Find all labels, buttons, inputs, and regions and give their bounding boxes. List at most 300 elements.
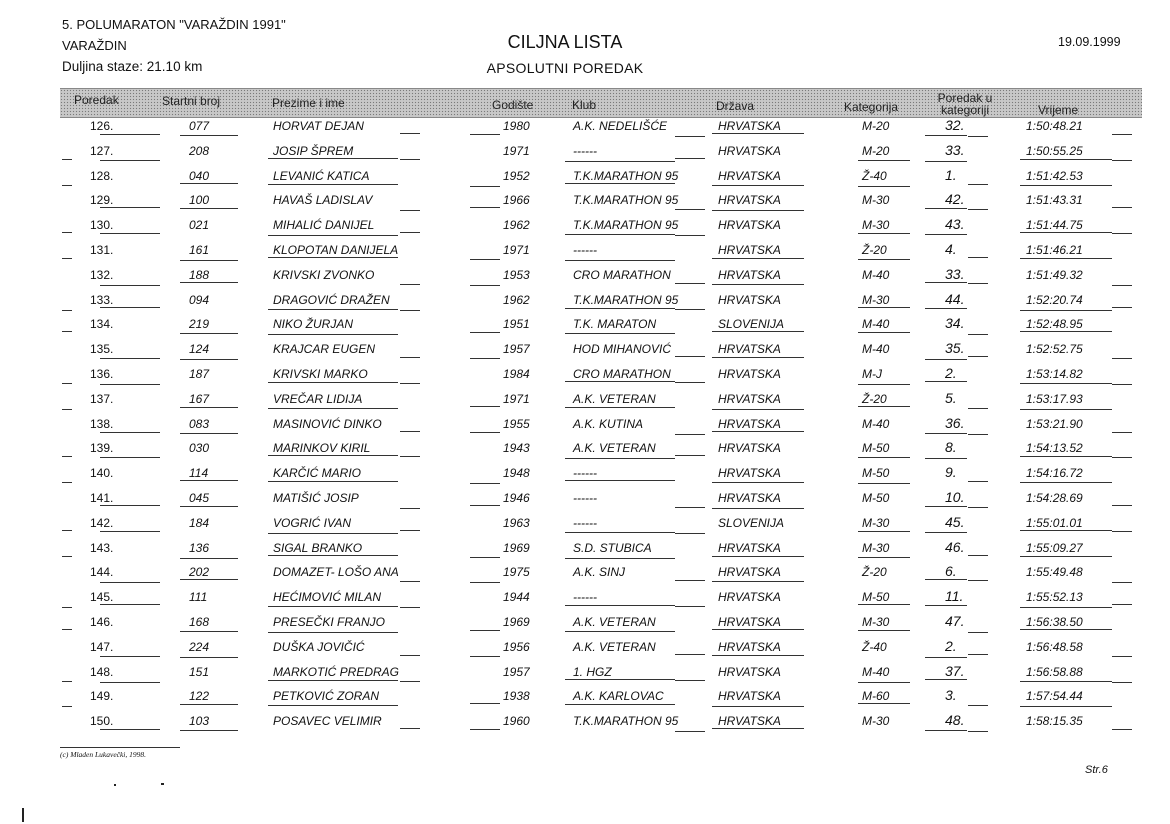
row-rule <box>400 357 420 358</box>
column-header-category-position-line-1: Poredak u <box>937 91 993 105</box>
row-rule <box>268 257 398 258</box>
country-cell: HRVATSKA <box>718 540 781 555</box>
row-rule <box>968 654 988 655</box>
name-cell: KARČIĆ MARIO <box>273 466 362 481</box>
row-rule <box>968 209 988 210</box>
name-cell: PRESEČKI FRANJO <box>273 615 386 629</box>
bib-cell: 094 <box>189 292 210 307</box>
category-cell: M-40 <box>862 416 890 431</box>
row-rule <box>675 235 705 236</box>
category-cell: Ž-20 <box>862 391 887 406</box>
club-cell: A.K. KUTINA <box>573 416 644 431</box>
position-cell: 144. <box>90 565 114 580</box>
name-cell: DRAGOVIĆ DRAŽEN <box>273 292 390 307</box>
column-header-category-position-line-2: kategoriji <box>940 103 990 117</box>
country-cell: HRVATSKA <box>718 714 781 729</box>
row-rule <box>100 207 160 208</box>
row-rule <box>268 184 398 185</box>
category-position-cell: 47. <box>945 613 965 629</box>
row-rule <box>1112 160 1132 161</box>
year-cell: 1966 <box>503 193 530 208</box>
bib-cell: 124 <box>189 342 210 357</box>
position-cell: 143. <box>90 540 114 555</box>
name-cell: NIKO ŽURJAN <box>273 317 354 332</box>
row-rule <box>712 258 804 259</box>
country-cell: HRVATSKA <box>718 466 781 481</box>
table-row <box>0 213 1170 237</box>
row-rule <box>565 234 675 235</box>
row-rule <box>400 655 420 656</box>
time-cell: 1:54:28.69 <box>1026 491 1083 505</box>
column-header-position: Poredak <box>74 93 119 107</box>
bib-cell: 167 <box>189 391 210 406</box>
bib-cell: 077 <box>189 119 210 133</box>
table-row <box>0 709 1170 733</box>
document-date: 19.09.1999 <box>1058 35 1121 49</box>
row-rule <box>180 657 238 658</box>
name-cell: HAVAŠ LADISLAV <box>273 193 373 208</box>
table-row <box>0 362 1170 386</box>
category-position-cell: 3. <box>945 687 957 704</box>
row-rule <box>712 482 804 483</box>
row-rule <box>925 381 967 382</box>
position-cell: 150. <box>90 714 114 729</box>
row-rule <box>1020 159 1112 160</box>
time-cell: 1:57:54.44 <box>1026 689 1083 704</box>
country-cell: HRVATSKA <box>718 193 781 208</box>
row-rule <box>675 434 705 435</box>
row-rule <box>968 632 988 633</box>
time-cell: 1:52:52.75 <box>1026 342 1083 357</box>
row-rule <box>968 705 988 706</box>
name-cell: HORVAT DEJAN <box>273 119 364 133</box>
bib-cell: 021 <box>189 218 210 233</box>
row-rule <box>470 483 500 484</box>
club-cell: A.K. KARLOVAC <box>573 689 664 704</box>
category-cell: M-40 <box>862 317 890 332</box>
row-rule <box>268 680 398 681</box>
row-rule <box>1020 185 1112 186</box>
row-rule <box>968 434 988 435</box>
row-rule <box>1020 681 1112 682</box>
row-rule <box>925 308 967 309</box>
row-rule <box>712 210 804 211</box>
time-cell: 1:53:21.90 <box>1026 416 1083 431</box>
row-rule <box>675 507 705 508</box>
row-rule <box>565 333 675 334</box>
row-rule <box>100 384 160 385</box>
row-rule <box>180 704 238 705</box>
time-cell: 1:51:43.31 <box>1026 193 1083 208</box>
position-cell: 138. <box>90 416 114 431</box>
row-rule <box>62 706 72 707</box>
name-cell: KRAJCAR EUGEN <box>273 342 376 357</box>
row-rule <box>100 457 160 458</box>
category-cell: M-30 <box>862 714 890 729</box>
row-rule <box>100 682 160 683</box>
column-header-time: Vrijeme <box>1038 103 1079 117</box>
year-cell: 1975 <box>503 565 530 580</box>
row-rule <box>968 283 988 284</box>
row-rule <box>925 605 967 606</box>
row-rule <box>470 186 500 187</box>
category-cell: Ž-20 <box>862 243 887 257</box>
row-rule <box>675 136 705 137</box>
row-rule <box>470 285 500 286</box>
row-rule <box>470 703 500 704</box>
club-cell: T.K.MARATHON 95 <box>573 218 679 233</box>
row-rule <box>180 359 238 360</box>
bib-cell: 219 <box>189 317 210 332</box>
category-cell: Ž-20 <box>862 565 887 580</box>
row-rule <box>100 285 160 286</box>
table-row <box>0 536 1170 560</box>
event-name: 5. POLUMARATON "VARAŽDIN 1991" <box>62 17 286 32</box>
row-rule <box>712 556 804 557</box>
bib-cell: 114 <box>189 466 209 481</box>
row-rule <box>565 308 675 309</box>
position-cell: 128. <box>90 168 114 183</box>
category-cell: M-20 <box>862 119 890 133</box>
column-header-country: Država <box>716 99 755 113</box>
bib-cell: 136 <box>189 540 210 555</box>
position-cell: 131. <box>90 243 114 257</box>
row-rule <box>100 531 160 532</box>
category-position-cell: 43. <box>945 216 965 233</box>
event-city: VARAŽDIN <box>62 38 127 53</box>
bib-cell: 122 <box>189 689 210 704</box>
table-row <box>0 164 1170 188</box>
row-rule <box>1112 134 1132 135</box>
row-rule <box>1112 285 1132 286</box>
row-rule <box>925 458 967 459</box>
bib-cell: 040 <box>189 168 210 183</box>
row-rule <box>925 679 967 680</box>
name-cell: MIHALIĆ DANIJEL <box>273 218 375 233</box>
row-rule <box>1112 432 1132 433</box>
row-rule <box>400 508 420 509</box>
row-rule <box>858 630 910 631</box>
name-cell: SIGAL BRANKO <box>273 540 363 555</box>
row-rule <box>565 480 675 481</box>
row-rule <box>400 383 420 384</box>
position-cell: 148. <box>90 664 114 679</box>
row-rule <box>565 605 675 606</box>
table-row <box>0 486 1170 510</box>
position-cell: 133. <box>90 292 114 307</box>
time-cell: 1:53:17.93 <box>1026 391 1083 406</box>
row-rule <box>62 530 72 531</box>
row-rule <box>470 406 500 407</box>
category-position-cell: 11. <box>945 588 964 605</box>
position-cell: 146. <box>90 615 114 629</box>
row-rule <box>858 307 910 308</box>
row-rule <box>400 581 420 582</box>
row-rule <box>400 310 420 311</box>
category-position-cell: 6. <box>945 563 957 580</box>
row-rule <box>925 657 967 658</box>
row-rule <box>712 357 804 358</box>
club-cell: A.K. VETERAN <box>573 639 656 654</box>
country-cell: HRVATSKA <box>718 491 781 505</box>
column-header-bib: Startni broj <box>162 94 221 108</box>
category-position-cell: 37. <box>945 662 965 679</box>
row-rule <box>858 233 910 234</box>
club-cell: A.K. VETERAN <box>573 441 656 456</box>
row-rule <box>180 730 238 731</box>
table-row <box>0 238 1170 262</box>
time-cell: 1:55:09.27 <box>1026 540 1083 555</box>
row-rule <box>925 234 967 235</box>
row-rule <box>62 310 72 311</box>
category-position-cell: 5. <box>945 389 957 406</box>
table-row <box>0 412 1170 436</box>
row-rule <box>180 558 238 559</box>
country-cell: SLOVENIJA <box>718 317 785 332</box>
category-position-cell: 44. <box>945 290 965 307</box>
time-cell: 1:51:46.21 <box>1026 243 1083 257</box>
country-cell: HRVATSKA <box>718 615 781 629</box>
bib-cell: 187 <box>189 367 210 381</box>
row-rule <box>268 606 398 607</box>
row-rule <box>968 731 988 732</box>
bib-cell: 030 <box>189 441 210 456</box>
category-position-cell: 2. <box>945 365 957 381</box>
row-rule <box>100 432 160 433</box>
scan-speck <box>161 783 164 785</box>
row-rule <box>925 433 967 434</box>
category-cell: M-30 <box>862 615 890 629</box>
row-rule <box>675 209 705 210</box>
category-cell: M-50 <box>862 466 890 481</box>
row-rule <box>180 260 238 261</box>
row-rule <box>180 631 238 632</box>
row-rule <box>675 158 705 159</box>
year-cell: 1946 <box>503 491 530 505</box>
country-cell: HRVATSKA <box>718 342 781 357</box>
row-rule <box>712 185 804 186</box>
row-rule <box>565 679 675 680</box>
time-cell: 1:56:58.88 <box>1026 664 1083 679</box>
table-row <box>0 511 1170 535</box>
bib-cell: 100 <box>189 193 210 208</box>
row-rule <box>62 185 72 186</box>
name-cell: JOSIP ŠPREM <box>273 143 354 158</box>
time-cell: 1:56:48.58 <box>1026 639 1083 654</box>
year-cell: 1971 <box>503 243 530 257</box>
country-cell: HRVATSKA <box>718 243 781 257</box>
category-cell: M-30 <box>862 193 890 208</box>
row-rule <box>268 334 398 335</box>
row-rule <box>1112 729 1132 730</box>
year-cell: 1963 <box>503 515 530 530</box>
row-rule <box>968 555 988 556</box>
row-rule <box>565 183 675 184</box>
row-rule <box>1020 706 1112 707</box>
row-rule <box>565 161 675 162</box>
year-cell: 1984 <box>503 367 530 381</box>
row-rule <box>1112 682 1132 683</box>
row-rule <box>565 381 675 382</box>
row-rule <box>62 456 72 457</box>
row-rule <box>712 409 804 410</box>
position-cell: 127. <box>90 143 114 158</box>
row-rule <box>470 582 500 583</box>
year-cell: 1960 <box>503 714 530 729</box>
row-rule <box>62 482 72 483</box>
club-cell: A.K. VETERAN <box>573 615 656 629</box>
category-cell: M-40 <box>862 267 890 282</box>
row-rule <box>675 606 705 607</box>
position-cell: 132. <box>90 267 114 282</box>
category-cell: M-30 <box>862 540 890 555</box>
table-row <box>0 288 1170 312</box>
position-cell: 134. <box>90 317 114 332</box>
year-cell: 1943 <box>503 441 530 456</box>
row-rule <box>565 407 675 408</box>
table-row <box>0 436 1170 460</box>
category-cell: M-50 <box>862 441 890 456</box>
row-rule <box>100 729 160 730</box>
row-rule <box>1020 629 1112 630</box>
table-row <box>0 560 1170 584</box>
row-rule <box>1112 207 1132 208</box>
row-rule <box>62 232 72 233</box>
row-rule <box>858 557 910 558</box>
row-rule <box>968 580 988 581</box>
row-rule <box>268 705 398 706</box>
club-cell: CRO MARATHON <box>573 367 671 381</box>
name-cell: HEĆIMOVIĆ MILAN <box>273 590 382 605</box>
row-rule <box>1112 307 1132 308</box>
row-rule <box>1112 604 1132 605</box>
row-rule <box>470 729 500 730</box>
year-cell: 1955 <box>503 416 530 431</box>
row-rule <box>470 432 500 433</box>
time-cell: 1:51:49.32 <box>1026 267 1083 282</box>
country-cell: HRVATSKA <box>718 119 781 133</box>
category-cell: M-60 <box>862 689 890 704</box>
category-cell: M-50 <box>862 590 890 605</box>
row-rule <box>268 533 398 534</box>
row-rule <box>100 505 160 506</box>
table-row <box>0 114 1170 138</box>
row-rule <box>565 631 675 632</box>
row-rule <box>400 159 420 160</box>
table-row <box>0 660 1170 684</box>
row-rule <box>1112 457 1132 458</box>
row-rule <box>62 681 72 682</box>
row-rule <box>62 331 72 332</box>
row-rule <box>858 682 910 683</box>
table-row <box>0 188 1170 212</box>
category-cell: Ž-40 <box>862 639 887 654</box>
row-rule <box>268 408 398 409</box>
position-cell: 130. <box>90 218 114 233</box>
row-rule <box>400 232 420 233</box>
table-row <box>0 461 1170 485</box>
row-rule <box>858 160 910 161</box>
row-rule <box>1020 456 1112 457</box>
row-rule <box>180 183 238 184</box>
row-rule <box>268 455 398 456</box>
row-rule <box>470 630 500 631</box>
row-rule <box>968 136 988 137</box>
club-cell: 1. HGZ <box>573 664 612 679</box>
club-cell: A.K. SINJ <box>573 565 626 580</box>
row-rule <box>100 604 160 605</box>
row-rule <box>1020 310 1112 311</box>
club-cell: T.K.MARATHON 95 <box>573 714 679 729</box>
table-row <box>0 263 1170 287</box>
row-rule <box>675 680 705 681</box>
time-cell: 1:55:49.48 <box>1026 565 1083 580</box>
category-position-cell: 2. <box>945 637 957 654</box>
time-cell: 1:52:48.95 <box>1026 317 1083 332</box>
page-number: Str.6 <box>1085 764 1108 776</box>
row-rule <box>100 307 160 308</box>
country-cell: HRVATSKA <box>718 664 781 679</box>
country-cell: HRVATSKA <box>718 416 781 431</box>
table-row <box>0 312 1170 336</box>
time-cell: 1:54:13.52 <box>1026 441 1083 456</box>
year-cell: 1951 <box>503 317 530 332</box>
category-position-cell: 33. <box>945 141 965 158</box>
country-cell: HRVATSKA <box>718 689 781 704</box>
name-cell: DOMAZET- LOŠO ANA <box>273 565 399 580</box>
row-rule <box>675 654 705 655</box>
name-cell: MARKOTIĆ PREDRAG <box>273 664 400 679</box>
category-position-cell: 36. <box>945 414 965 431</box>
bib-cell: 224 <box>189 639 210 654</box>
category-position-cell: 35. <box>945 340 965 357</box>
row-rule <box>968 507 988 508</box>
category-position-cell: 42. <box>945 191 965 208</box>
row-rule <box>925 532 967 533</box>
year-cell: 1957 <box>503 664 530 679</box>
row-rule <box>268 235 398 236</box>
row-rule <box>470 557 500 558</box>
row-rule <box>62 607 72 608</box>
row-rule <box>712 284 804 285</box>
year-cell: 1952 <box>503 168 530 183</box>
club-cell: HOD MIHANOVIĆ <box>573 342 672 357</box>
row-rule <box>470 134 500 135</box>
row-rule <box>675 356 705 357</box>
category-cell: Ž-40 <box>862 168 887 183</box>
row-rule <box>1112 233 1132 234</box>
row-rule <box>268 555 398 556</box>
row-rule <box>268 382 398 383</box>
row-rule <box>180 579 238 580</box>
row-rule <box>400 607 420 608</box>
row-rule <box>858 186 910 187</box>
row-rule <box>712 655 804 656</box>
row-rule <box>180 407 238 408</box>
row-rule <box>675 533 705 534</box>
row-rule <box>470 358 500 359</box>
row-rule <box>1020 409 1112 410</box>
row-rule <box>100 160 160 161</box>
table-row <box>0 610 1170 634</box>
row-rule <box>968 408 988 409</box>
name-cell: POSAVEC VELIMIR <box>273 714 382 729</box>
copyright-note: (c) Mladen Lukavečki, 1998. <box>60 750 147 759</box>
row-rule <box>268 158 398 159</box>
column-header-name: Prezime i ime <box>272 96 345 110</box>
category-cell: M-50 <box>862 491 890 505</box>
year-cell: 1980 <box>503 119 530 133</box>
